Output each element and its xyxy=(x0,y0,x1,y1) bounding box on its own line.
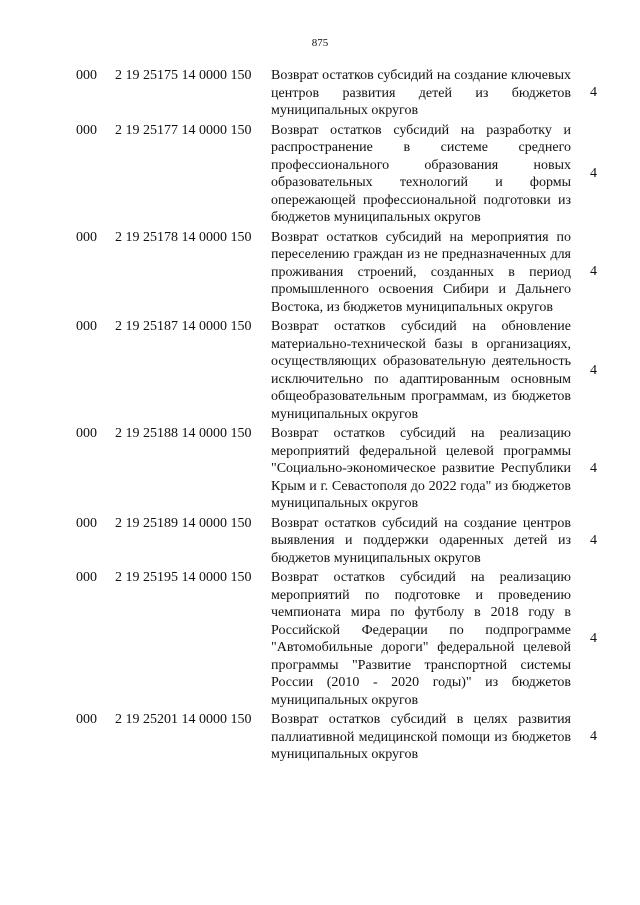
table-row xyxy=(0,425,640,513)
table-row xyxy=(0,67,640,120)
value-cell: 4 xyxy=(590,85,597,101)
admin-code-cell: 000 xyxy=(76,229,97,245)
table-row xyxy=(0,569,640,709)
budget-code-cell: 2 19 25178 14 0000 150 xyxy=(115,229,252,245)
description-cell: Возврат остатков субсидий на создание ключевых центров развития детей из бюджетов муниципальных округов xyxy=(271,68,571,118)
budget-code-cell: 2 19 25177 14 0000 150 xyxy=(115,122,252,138)
description-cell: Возврат остатков субсидий на разработку и распространение в системе среднего профессионального образования новых образовательных технологий и формы опережающей профессиональной подготовки из бюджетов муниципальных округов xyxy=(271,122,571,225)
budget-code-cell: 2 19 25187 14 0000 150 xyxy=(115,319,252,334)
value-cell: 4 xyxy=(590,631,597,646)
admin-code-cell: 000 xyxy=(76,712,97,727)
budget-code-cell: 2 19 25195 14 0000 150 xyxy=(115,570,252,585)
description-cell: Возврат остатков субсидий на обновление материально-технической базы в организациях, осуществляющих образовательную деятельность исключительно по адаптированным основным общеобразовательным программам, из бюджетов муниципальных округов xyxy=(271,319,571,422)
value-cell: 4 xyxy=(590,532,597,548)
admin-code-cell: 000 xyxy=(76,570,97,585)
admin-code-cell: 000 xyxy=(76,319,97,334)
table-row xyxy=(0,229,640,317)
value-cell: 4 xyxy=(590,166,597,181)
value-cell: 4 xyxy=(590,460,597,476)
budget-code-cell: 2 19 25201 14 0000 150 xyxy=(115,712,252,727)
admin-code-cell: 000 xyxy=(76,122,97,138)
admin-code-cell: 000 xyxy=(76,426,97,441)
description-cell: Возврат остатков субсидий на создание центров выявления и поддержки одаренных детей из бюджетов муниципальных округов xyxy=(271,515,571,566)
value-cell: 4 xyxy=(590,362,597,378)
description-cell: Возврат остатков субсидий на реализацию мероприятий по подготовке и проведению чемпионата мира по футболу в 2018 году в Российской Федерации по подпрограмме "Автомобильные дороги" федеральной целевой программы "Развитие транспортной системы России (2010 - 2020 годы)" из бюджетов муниципальных округов xyxy=(271,570,571,708)
value-cell: 4 xyxy=(590,264,597,280)
budget-code-cell: 2 19 25189 14 0000 150 xyxy=(115,515,252,531)
admin-code-cell: 000 xyxy=(76,68,97,83)
description-cell: Возврат остатков субсидий на мероприятия по переселению граждан из не предназначенных для проживания строений, созданных в период промышленного освоения Сибири и Дальнего Востока, из бюджетов муниципальных округов xyxy=(271,229,571,315)
table-row xyxy=(0,318,640,423)
admin-code-cell: 000 xyxy=(76,515,97,531)
value-cell: 4 xyxy=(590,729,597,745)
table-row xyxy=(0,122,640,227)
table-row xyxy=(0,515,640,568)
table-row xyxy=(0,711,640,764)
page-number: 875 xyxy=(311,37,329,49)
budget-code-table xyxy=(0,67,640,764)
budget-code-cell: 2 19 25188 14 0000 150 xyxy=(115,426,252,441)
description-cell: Возврат остатков субсидий на реализацию мероприятий федеральной целевой программы "Социально-экономическое развитие Республики Крым и г. Севастополя до 2022 года" из бюджетов муниципальных округов xyxy=(271,426,571,511)
budget-code-cell: 2 19 25175 14 0000 150 xyxy=(115,68,252,83)
description-cell: Возврат остатков субсидий в целях развития паллиативной медицинской помощи из бюджетов муниципальных округов xyxy=(271,712,571,762)
